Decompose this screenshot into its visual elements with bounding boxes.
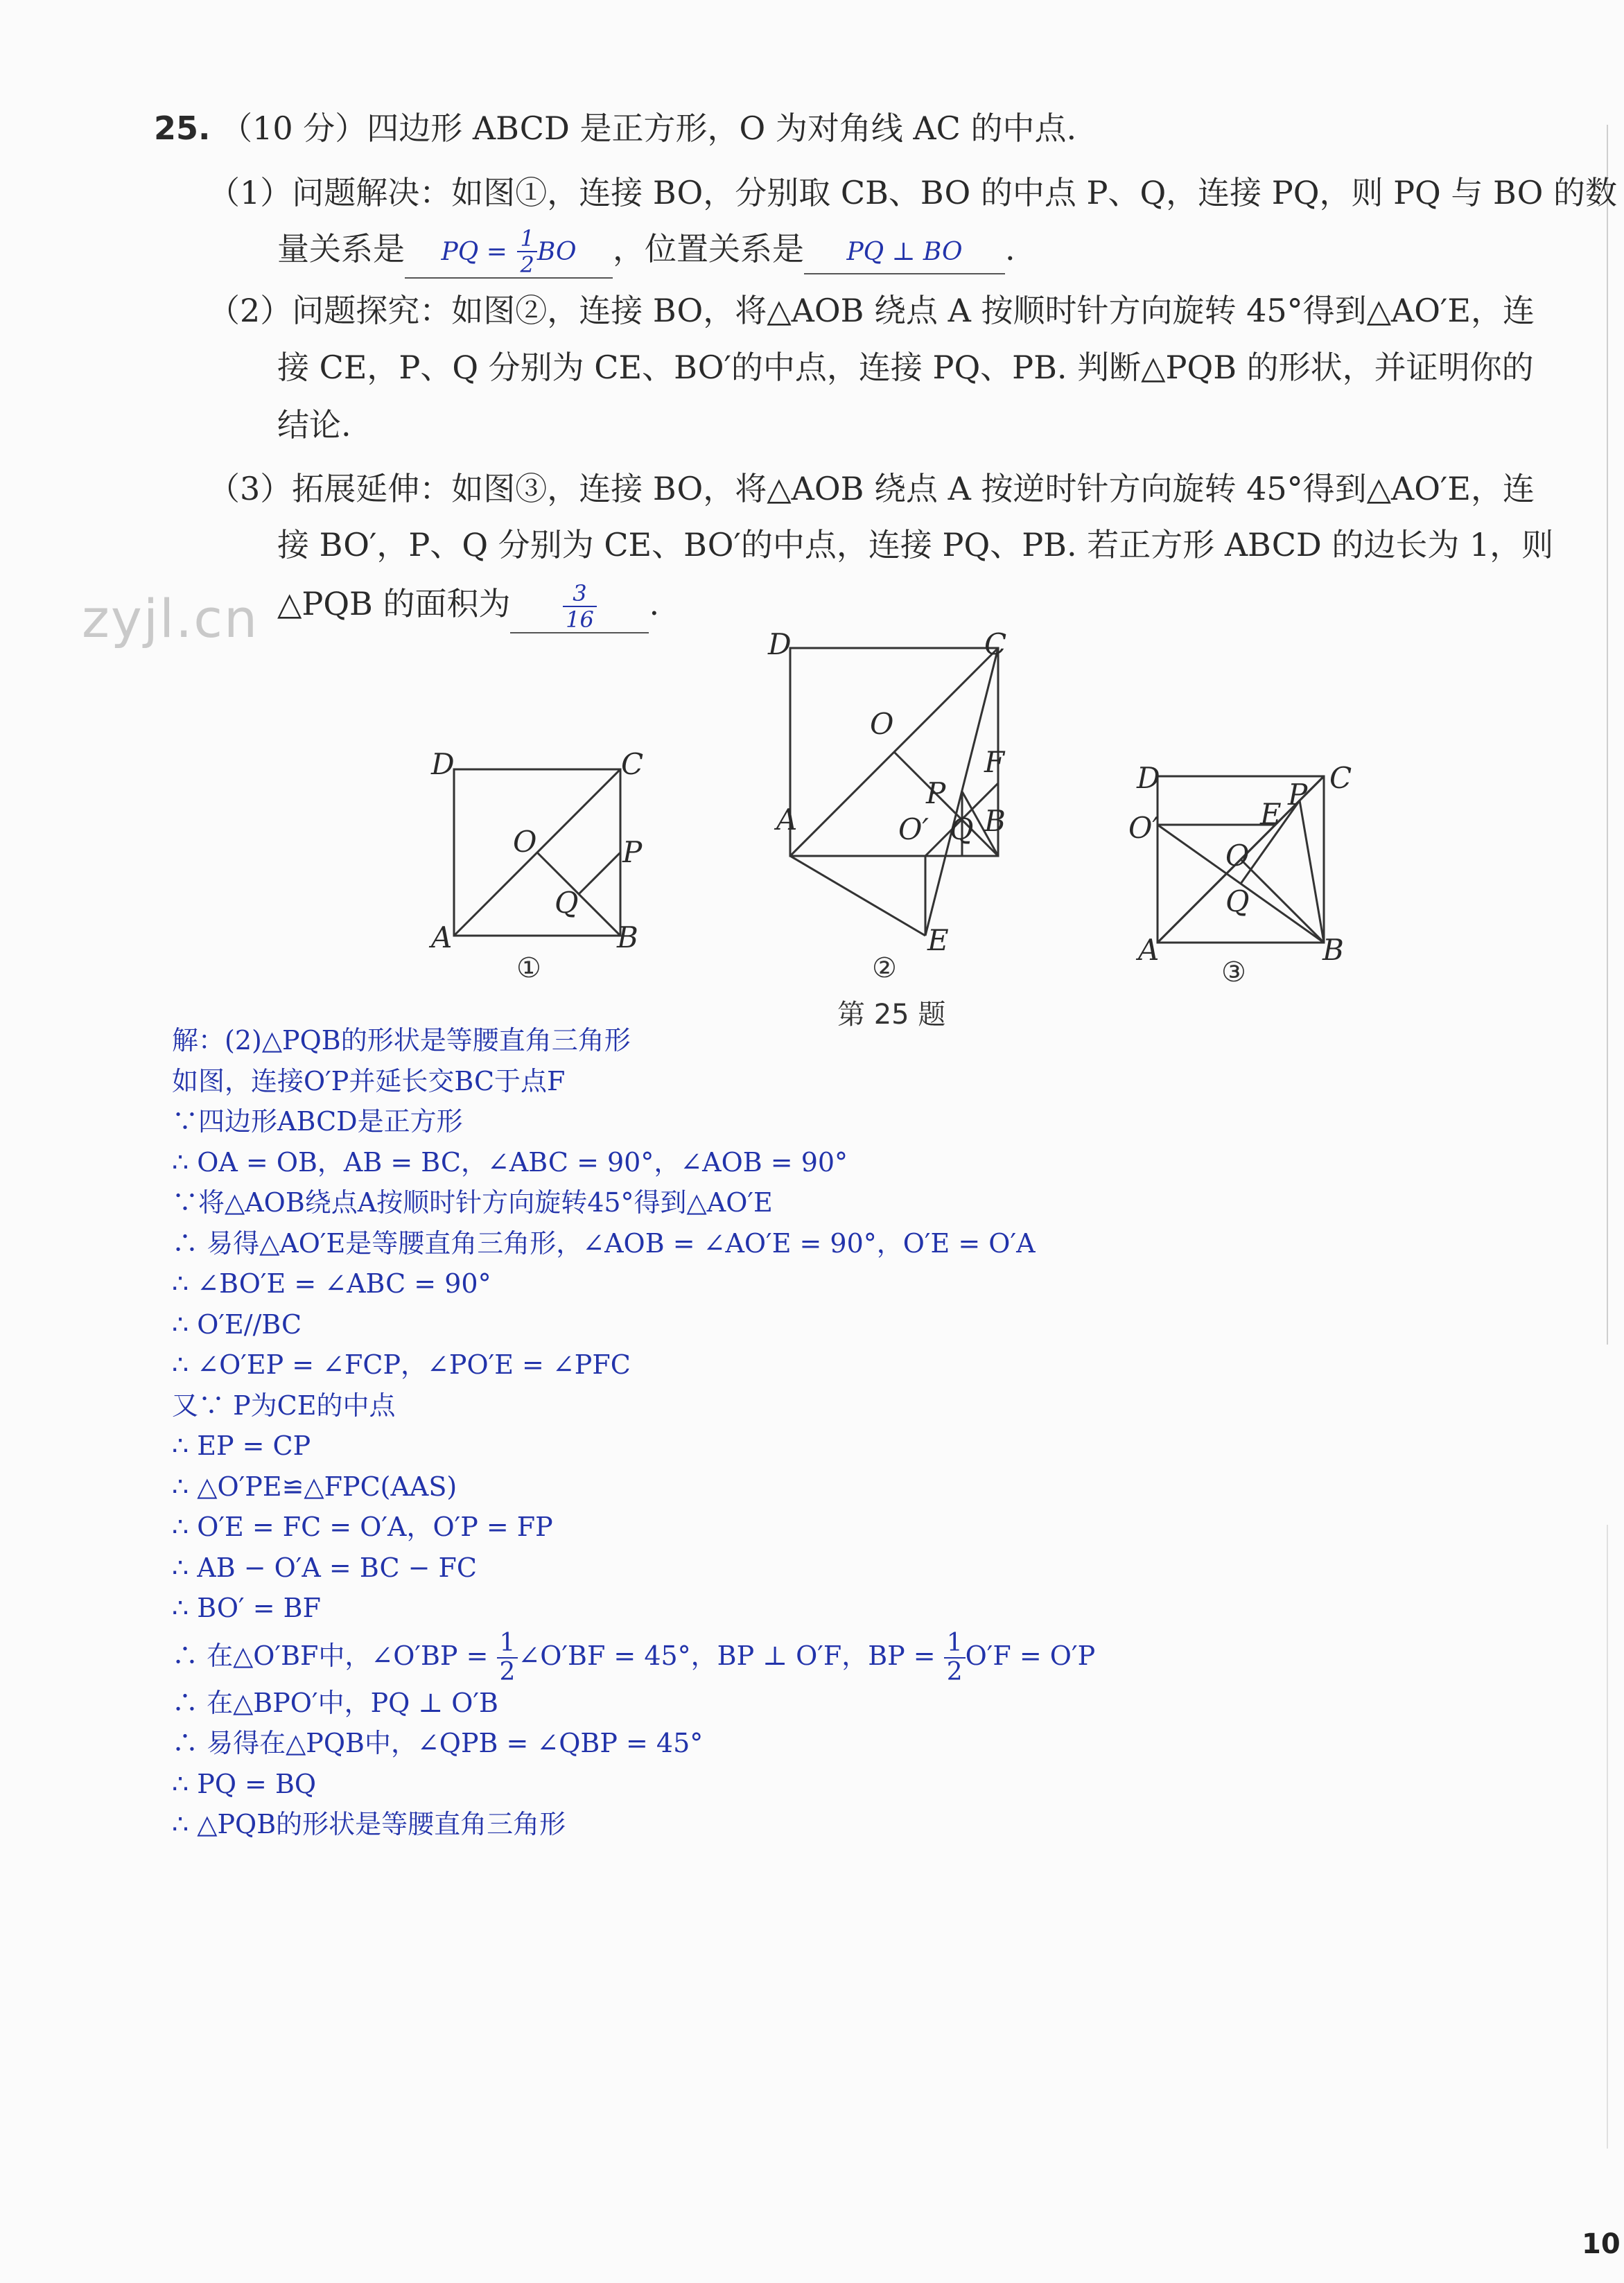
segment-ae xyxy=(1158,825,1275,943)
fraction-denominator: 2 xyxy=(946,1658,963,1686)
figure-2 xyxy=(762,624,1040,970)
period: . xyxy=(1005,230,1015,268)
solution-line: 如图，连接O′P并延长交BC于点F xyxy=(172,1065,566,1096)
figure-3-caption: ③ xyxy=(1221,956,1246,988)
solution-line: ∴ O′E//BC xyxy=(172,1309,302,1340)
label-q: Q xyxy=(950,812,974,846)
part3-prompt: △PQB 的面积为 xyxy=(277,585,511,622)
label-d: D xyxy=(1137,761,1160,795)
period: . xyxy=(649,585,660,622)
label-e: E xyxy=(1260,797,1282,831)
part3-line3 xyxy=(277,581,659,633)
part1-line2 xyxy=(277,226,1015,279)
solution xyxy=(172,1020,1095,1845)
label-p: P xyxy=(1288,778,1308,812)
label-d: D xyxy=(768,627,792,661)
label-b: B xyxy=(617,920,638,954)
solution-line: ∴ ∠BO′E = ∠ABC = 90° xyxy=(172,1268,491,1299)
solution-line: ∴ BO′ = BF xyxy=(172,1593,321,1623)
label-b: B xyxy=(1322,933,1344,967)
fraction xyxy=(944,1629,966,1686)
part1-prompt-a: 量关系是 xyxy=(277,230,405,268)
page-number: 10 xyxy=(1582,2228,1621,2260)
solution-line: ∵四边形ABCD是正方形 xyxy=(172,1106,463,1137)
solution-line: ∵将△AOB绕点A按顺时针方向旋转45°得到△AO′E xyxy=(172,1187,773,1218)
fraction xyxy=(497,1629,518,1686)
label-o: O xyxy=(870,707,894,741)
answer-1-rhs: BO xyxy=(536,238,577,266)
solution-line: ∴ ∠O′EP = ∠FCP，∠PO′E = ∠PFC xyxy=(172,1349,631,1380)
label-o-prime: O′ xyxy=(1128,811,1159,845)
fraction-numerator: 1 xyxy=(517,226,536,252)
answer-2: PQ ⊥ BO xyxy=(846,238,963,266)
label-d: D xyxy=(431,747,455,781)
answer-blank-2 xyxy=(804,228,1005,274)
solution-text: ∴ 在△O′BF中，∠O′BP = xyxy=(172,1640,489,1671)
fraction-numerator: 1 xyxy=(944,1629,966,1659)
watermark: zyjl.cn xyxy=(82,588,259,649)
solution-line: ∴ AB − O′A = BC − FC xyxy=(172,1552,477,1583)
solution-line: ∴ 在△BPO′中，PQ ⊥ O′B xyxy=(172,1687,498,1718)
label-c: C xyxy=(1329,761,1352,795)
part1-prompt-b: ，位置关系是 xyxy=(613,230,804,268)
part3-line2: 接 BO′，P、Q 分别为 CE、BO′的中点，连接 PQ、PB. 若正方形 ABCD 的边长为 1，则 xyxy=(277,526,1554,563)
label-c: C xyxy=(621,747,644,781)
part1-line1: （1）问题解决：如图①，连接 BO，分别取 CB、BO 的中点 P、Q，连接 PQ，则 PQ 与 BO 的数 xyxy=(208,174,1617,211)
solution-line: 又∵ P为CE的中点 xyxy=(172,1390,396,1421)
solution-line: ∴ O′E = FC = O′A，O′P = FP xyxy=(172,1512,553,1542)
label-a: A xyxy=(776,803,798,837)
solution-line: ∴ △O′PE≌△FPC(AAS) xyxy=(172,1471,457,1502)
answer-3-fraction xyxy=(563,581,597,632)
answer-blank-1 xyxy=(405,226,613,279)
answer-1-lhs: PQ = xyxy=(441,238,507,266)
label-f: F xyxy=(984,745,1005,779)
solution-line: ∴ △PQB的形状是等腰直角三角形 xyxy=(172,1809,566,1839)
fraction-numerator: 1 xyxy=(497,1629,518,1659)
part3-line1: （3）拓展延伸：如图③，连接 BO，将△AOB 绕点 A 按逆时针方向旋转 45°得到△AO′E，连 xyxy=(208,470,1535,507)
solution-line-fraction xyxy=(172,1629,1096,1686)
label-b: B xyxy=(984,804,1006,838)
fraction-denominator: 2 xyxy=(520,252,534,278)
figure-2-caption: ② xyxy=(872,952,897,984)
fraction-denominator: 2 xyxy=(499,1658,516,1686)
label-o: O xyxy=(1225,839,1250,873)
segment-pq xyxy=(579,852,620,894)
figure-title: 第 25 题 xyxy=(837,999,946,1031)
figure-1-caption: ① xyxy=(516,952,541,984)
label-q: Q xyxy=(1225,884,1250,918)
label-p: P xyxy=(622,835,643,869)
part2-line3: 结论. xyxy=(277,406,351,444)
label-o: O xyxy=(513,825,537,859)
solution-line: ∴ 易得△AO′E是等腰直角三角形，∠AOB = ∠AO′E = 90°，O′E = O′A xyxy=(172,1227,1036,1259)
solution-line: ∴ OA = OB，AB = BC，∠ABC = 90°，∠AOB = 90° xyxy=(172,1146,848,1178)
question-stem: （10 分）四边形 ABCD 是正方形，O 为对角线 AC 的中点. xyxy=(220,110,1077,147)
question-number: 25. xyxy=(154,110,211,147)
margin-rule xyxy=(1607,125,1608,1345)
solution-text: O′F = O′P xyxy=(965,1640,1096,1671)
solution-text: ∠O′BF = 45°，BP ⊥ O′F，BP = xyxy=(518,1640,936,1671)
label-e: E xyxy=(927,923,949,957)
fraction-numerator: 3 xyxy=(563,581,597,607)
label-p: P xyxy=(926,776,946,810)
part2-line2: 接 CE，P、Q 分别为 CE、BO′的中点，连接 PQ、PB. 判断△PQB 的形状，并证明你的 xyxy=(277,349,1534,386)
label-a: A xyxy=(1138,933,1160,967)
solution-line: ∴ 易得在△PQB中，∠QPB = ∠QBP = 45° xyxy=(172,1728,704,1758)
solution-line: ∴ EP = CP xyxy=(172,1431,311,1461)
segment-ae xyxy=(790,856,925,936)
label-c: C xyxy=(984,627,1007,661)
solution-line: ∴ PQ = BQ xyxy=(172,1768,317,1799)
label-q: Q xyxy=(555,886,579,920)
solution-line: 解：(2)△PQB的形状是等腰直角三角形 xyxy=(172,1025,631,1056)
part2-line1: （2）问题探究：如图②，连接 BO，将△AOB 绕点 A 按顺时针方向旋转 45°得到△AO′E，连 xyxy=(208,292,1535,329)
margin-rule xyxy=(1607,1525,1608,2149)
question-header xyxy=(154,107,1076,149)
label-o-prime: O′ xyxy=(898,812,929,846)
answer-blank-3 xyxy=(510,581,649,633)
fraction-denominator: 16 xyxy=(566,606,594,633)
answer-1-fraction xyxy=(517,226,536,277)
label-a: A xyxy=(431,920,453,954)
